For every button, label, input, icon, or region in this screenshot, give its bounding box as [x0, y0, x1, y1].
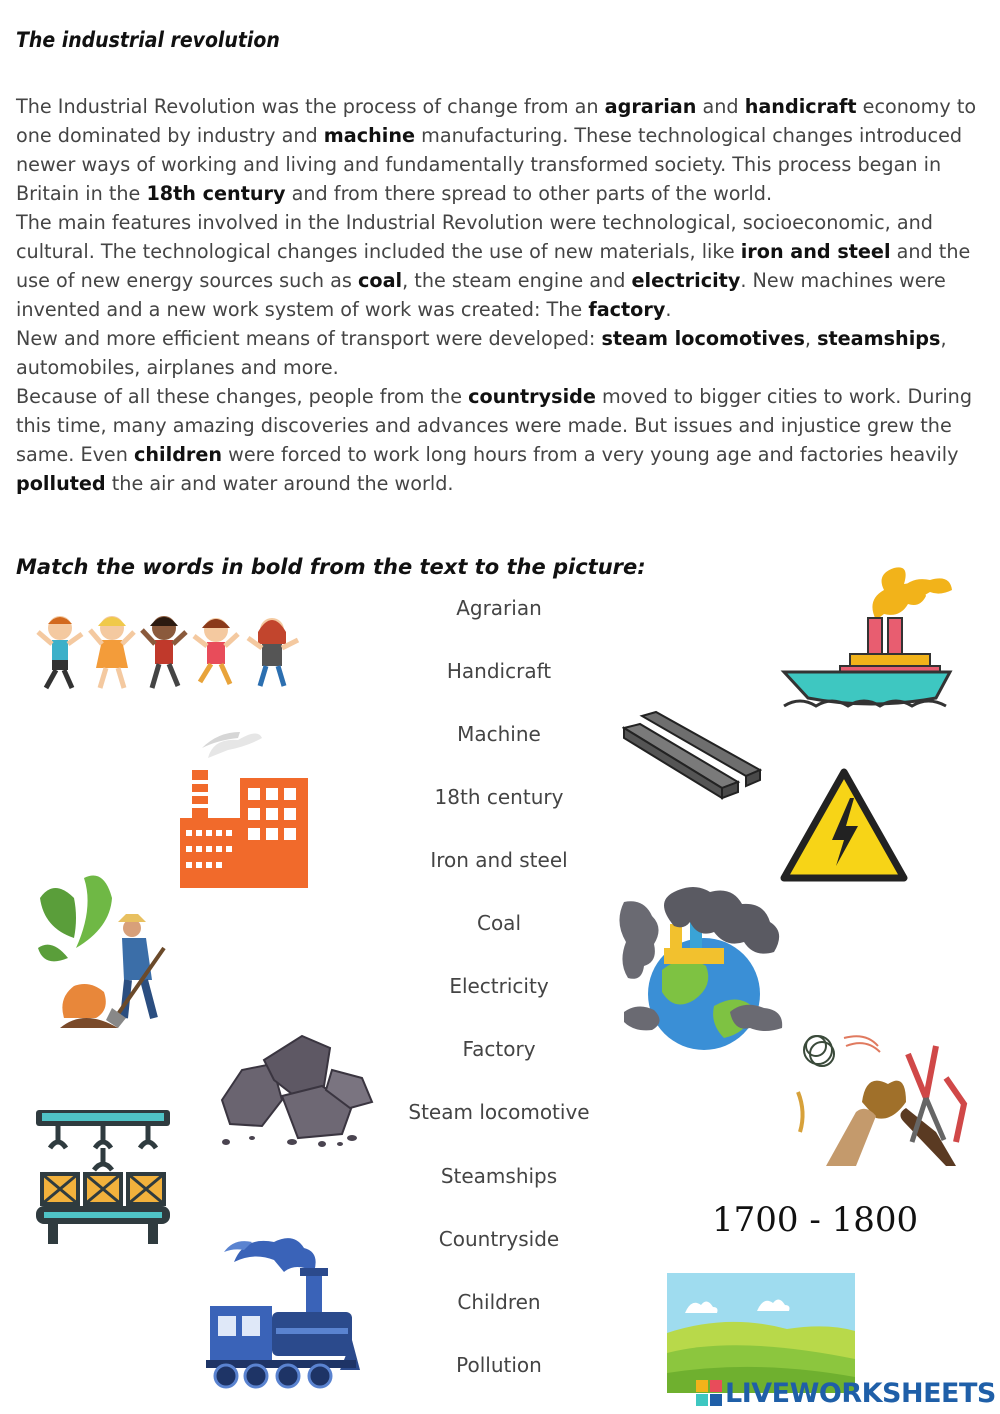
agrarian-picture[interactable] [34, 868, 172, 1033]
paragraph [16, 324, 984, 382]
coal-picture[interactable] [212, 1030, 377, 1148]
bold-keyword: steam locomotives [601, 327, 805, 350]
text-run: economy to one dominated by industry and [16, 95, 977, 147]
handicraft-picture[interactable] [796, 1032, 968, 1166]
word-countryside[interactable]: Countryside [438, 1227, 560, 1251]
paragraph [16, 92, 984, 208]
text-run: . [665, 298, 672, 321]
electricity-picture[interactable] [780, 768, 908, 884]
text-run: , automobiles, airplanes and more. [16, 327, 947, 379]
text-run: were forced to work long hours from a very young age and factories heavily [222, 443, 959, 466]
liveworksheets-logo [696, 1378, 996, 1409]
text-run: , [804, 327, 818, 350]
paragraph [16, 382, 984, 498]
countryside-picture[interactable] [667, 1273, 855, 1393]
bold-keyword: machine [323, 124, 416, 147]
text-run: , the steam engine and [402, 269, 632, 292]
text-run: The main features involved in the Industrial Revolution were technological, socioeconomic, and cultural. The technological changes included the use of new materials, like [16, 211, 933, 263]
word-steamships[interactable]: Steamships [440, 1164, 558, 1188]
text-run: The Industrial Revolution was the process of change from an [16, 95, 605, 118]
years-label[interactable]: 1700 - 1800 [712, 1200, 919, 1240]
word-machine[interactable]: Machine [457, 722, 541, 746]
word-18th-century[interactable]: 18th century [434, 785, 564, 809]
text-run: and from there spread to other parts of the world. [285, 182, 773, 205]
bold-keyword: children [134, 443, 223, 466]
text-run: manufacturing. These technological changes introduced newer ways of working and living and fundamentally transformed society. This process began in Britain in the [16, 124, 963, 205]
text-run: the air and water around the world. [105, 472, 454, 495]
steamships-picture[interactable] [780, 560, 956, 710]
page-title: The industrial revolution [16, 28, 280, 52]
word-children[interactable]: Children [457, 1290, 541, 1314]
reading-text [16, 92, 984, 498]
bold-keyword: 18th century [146, 182, 286, 205]
bold-keyword: handicraft [744, 95, 857, 118]
text-run: and the use of new energy sources such as [16, 240, 971, 292]
child-figure [38, 616, 82, 688]
text-run: and [696, 95, 745, 118]
match-instructions: Match the words in bold from the text to the picture: [16, 555, 646, 579]
word-agrarian[interactable]: Agrarian [456, 596, 542, 620]
text-run: moved to bigger cities to work. During this time, many amazing discoveries and advances were made. But issues and injustice grew the same. Even [16, 385, 973, 466]
bold-keyword: agrarian [604, 95, 697, 118]
word-steam-locomotive[interactable]: Steam locomotive [408, 1100, 590, 1124]
text-run: . New machines were invented and a new work system of work was created: The [16, 269, 946, 321]
word-electricity[interactable]: Electricity [449, 974, 549, 998]
machine-picture[interactable] [34, 1108, 172, 1248]
bold-keyword: steamships [817, 327, 941, 350]
bold-keyword: electricity [631, 269, 741, 292]
bold-keyword: factory [588, 298, 666, 321]
iron-and-steel-picture[interactable] [622, 708, 762, 802]
steam-locomotive-picture[interactable] [204, 1232, 360, 1390]
word-iron-and-steel[interactable]: Iron and steel [430, 848, 568, 872]
bold-keyword: countryside [468, 385, 596, 408]
pollution-picture[interactable] [614, 882, 786, 1054]
paragraph [16, 208, 984, 324]
bold-keyword: iron and steel [740, 240, 891, 263]
children-picture[interactable] [32, 610, 307, 695]
bold-keyword: polluted [16, 472, 106, 495]
word-factory[interactable]: Factory [462, 1037, 536, 1061]
factory-picture[interactable] [178, 718, 310, 890]
liveworksheets-icon [696, 1380, 722, 1406]
word-pollution[interactable]: Pollution [456, 1353, 542, 1377]
bold-keyword: coal [358, 269, 403, 292]
text-run: Because of all these changes, people from the [16, 385, 469, 408]
word-coal[interactable]: Coal [476, 911, 521, 935]
text-run: New and more efficient means of transport were developed: [16, 327, 602, 350]
liveworksheets-wordmark: LIVEWORKSHEETS [725, 1378, 996, 1409]
word-handicraft[interactable]: Handicraft [446, 659, 552, 683]
